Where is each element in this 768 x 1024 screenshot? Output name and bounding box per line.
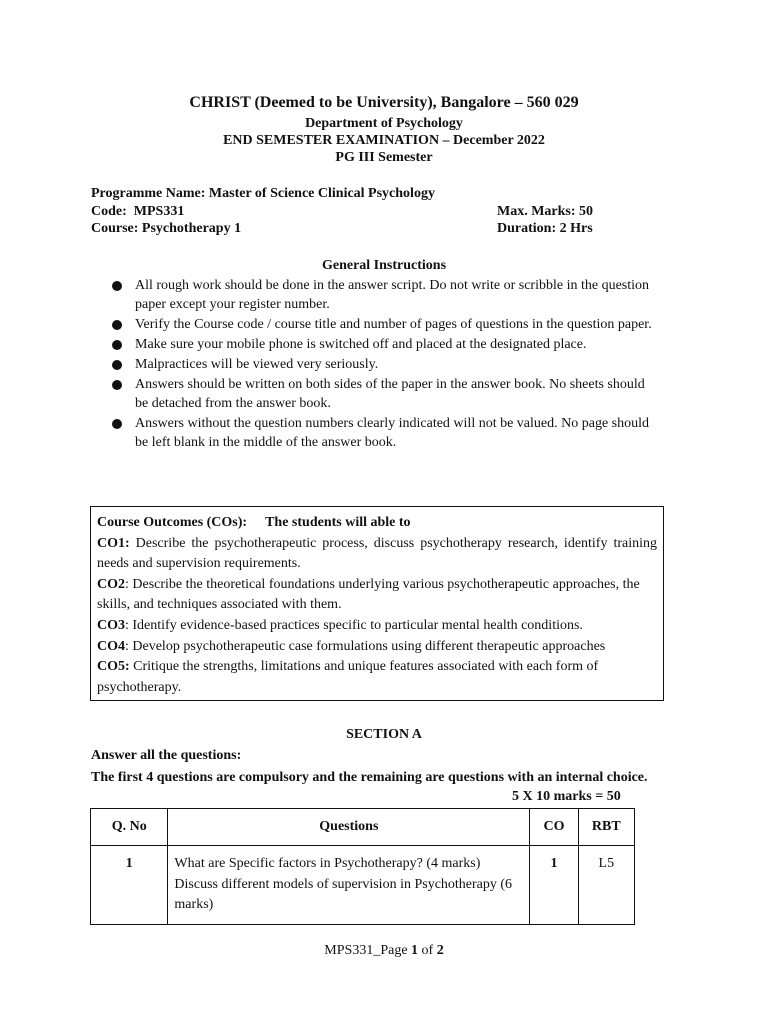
header-co: CO (530, 809, 578, 846)
course-outcomes-box (90, 506, 664, 701)
section-title: SECTION A (346, 727, 422, 742)
course-code: Code: MPS331 (91, 203, 185, 219)
course-outcomes-title: Course Outcomes (COs): The students will able to (97, 515, 411, 530)
instruction-item: Answers should be written on both sides of the paper in the answer book. No sheets should be detached from the answer book. (112, 375, 652, 413)
course-outcome-item: CO2: Describe the theoretical foundations underlying various psychotherapeutic approaches, the skills, and techniques associated with them. (97, 576, 640, 613)
instruction-item: Answers without the question numbers clearly indicated will not be valued. No page should be left blank in the middle of the answer book. (112, 414, 652, 452)
instruction-item: Malpractices will be viewed very seriously. (112, 355, 652, 374)
instruction-item: Make sure your mobile phone is switched off and placed at the designated place. (112, 335, 652, 354)
course-outcome-item: CO1: Describe the psychotherapeutic process, discuss psychotherapy research, identify training needs and supervision requirements. (97, 535, 657, 572)
exam-title: END SEMESTER EXAMINATION – December 2022 (223, 133, 545, 148)
compulsory-instruction: The first 4 questions are compulsory and the remaining are questions with an internal choice. (91, 770, 648, 785)
bullet-icon (112, 340, 122, 350)
bullet-icon (112, 360, 122, 370)
max-marks: Max. Marks: 50 (497, 203, 594, 219)
header-questions: Questions (168, 809, 530, 846)
bullet-icon (112, 380, 122, 390)
bullet-icon (112, 419, 122, 429)
programme-name: Programme Name: Master of Science Clinical Psychology (91, 186, 435, 201)
answer-all-instruction: Answer all the questions: (91, 748, 242, 763)
course-meta (91, 186, 601, 239)
course-outcome-item: CO4: Develop psychotherapeutic case formulations using different therapeutic approaches (97, 638, 606, 654)
semester-title: PG III Semester (335, 150, 433, 165)
page-footer: MPS331_Page 1 of 2 (324, 943, 444, 958)
question-co: 1 (530, 846, 578, 925)
bullet-icon (112, 320, 122, 330)
course-outcome-item: CO5: Critique the strengths, limitations and unique features associated with each form of psychotherapy. (97, 659, 599, 695)
instruction-item: All rough work should be done in the answer script. Do not write or scribble in the question paper except your register number. (112, 276, 652, 314)
header-rbt: RBT (578, 809, 634, 846)
questions-table (90, 808, 635, 925)
instructions-list (112, 276, 652, 453)
table-header-row (91, 809, 635, 846)
course-outcome-item: CO3: Identify evidence-based practices specific to particular mental health conditions. (97, 617, 583, 633)
header-qno: Q. No (91, 809, 168, 846)
department-title: Department of Psychology (305, 116, 463, 131)
question-rbt: L5 (578, 846, 634, 925)
university-title: CHRIST (Deemed to be University), Bangalore – 560 029 (189, 94, 579, 111)
course-name: Course: Psychotherapy 1 (91, 221, 242, 236)
general-instructions-title: General Instructions (321, 258, 447, 273)
duration: Duration: 2 Hrs (497, 221, 593, 236)
question-number: 1 (91, 846, 168, 925)
bullet-icon (112, 281, 122, 291)
section-marks: 5 X 10 marks = 50 (512, 789, 621, 804)
table-row (91, 846, 635, 925)
instruction-item: Verify the Course code / course title and number of pages of questions in the question paper. (112, 315, 652, 334)
question-text: What are Specific factors in Psychotherapy? (4 marks) Discuss different models of supervision in Psychotherapy (6 marks) (168, 846, 530, 925)
